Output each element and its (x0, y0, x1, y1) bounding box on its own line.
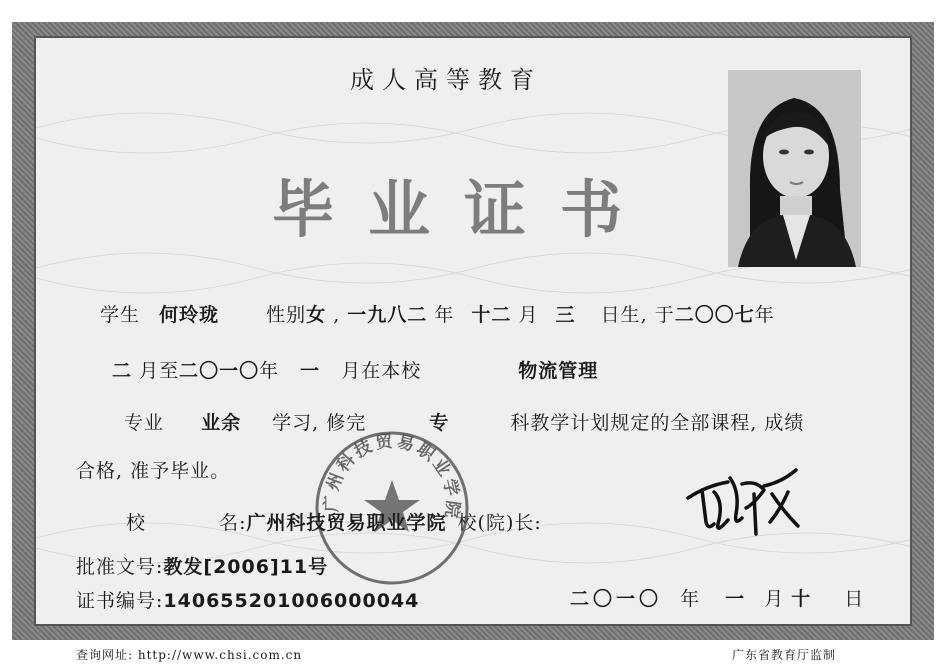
major-label: 专业 (124, 412, 165, 434)
start-year-label: 年 (754, 304, 775, 326)
cert-number-line (76, 586, 419, 613)
line-1: 学生 何玲珑 性别女 , 一九八二 年 十二 月 三 日生, 于二〇〇七年 (100, 304, 775, 326)
school-label-2: 名: (219, 512, 247, 534)
issue-year-label: 年 (680, 588, 704, 610)
issue-month: 一 (725, 588, 749, 610)
issue-day-label: 日 (844, 588, 868, 610)
born-label: 日生, (600, 304, 648, 326)
birth-year: 一九八二 (347, 304, 428, 326)
birth-year-label: 年 (434, 304, 455, 326)
supervisor-text: 广东省教育厅监制 (732, 648, 837, 662)
certificate-subtitle: 成人高等教育 (350, 66, 542, 94)
course-text: 科教学计划规定的全部课程, 成绩 (510, 412, 805, 434)
line-4: 合格, 准予毕业。 (76, 460, 231, 482)
end-year-label: 年 (259, 360, 280, 382)
issue-date (570, 584, 867, 611)
president-signature (684, 464, 802, 540)
cert-number-label: 证书编号: (76, 590, 164, 612)
student-photo (728, 70, 861, 267)
from-label: 于 (654, 304, 675, 326)
issue-year: 二〇一〇 (570, 588, 663, 610)
birth-day: 三 (555, 304, 576, 326)
student-name: 何玲珑 (159, 304, 220, 326)
gender-label: 性别 (266, 304, 307, 326)
end-month: 一 (300, 360, 321, 382)
query-url: 查询网址: http://www.chsi.com.cn (76, 648, 303, 662)
birth-month-label: 月 (518, 304, 539, 326)
study-label: 学习, 修完 (272, 412, 367, 434)
month-school-label: 月在本校 (341, 360, 422, 382)
issue-day: 十 (791, 588, 815, 610)
start-year: 二〇〇七 (674, 304, 755, 326)
certificate-title: 毕业证书 (272, 173, 657, 246)
birth-month: 十二 (471, 304, 512, 326)
approval-label: 批准文号: (76, 556, 164, 578)
level-value: 专 (429, 412, 450, 434)
end-year: 二〇一〇 (179, 360, 260, 382)
student-label: 学生 (100, 304, 141, 326)
start-month: 二 (112, 360, 133, 382)
school-name: 广州科技贸易职业学院 (246, 512, 447, 534)
gender-value: 女 (306, 304, 327, 326)
approval-number: 教发[2006]11号 (163, 556, 329, 578)
major-value: 物流管理 (518, 360, 599, 382)
svg-text:广州科技贸易职业学院: 广州科技贸易职业学院 (321, 431, 463, 522)
school-line (126, 508, 542, 535)
issue-month-label: 月 (764, 588, 788, 610)
cert-number: 140655201006000044 (163, 590, 420, 612)
month-to-label: 月至 (139, 360, 180, 382)
approval-line (76, 552, 328, 579)
line-2 (112, 356, 598, 383)
president-label: 校(院)长: (457, 512, 542, 534)
school-label-1: 校 (126, 512, 147, 534)
study-mode: 业余 (201, 412, 242, 434)
